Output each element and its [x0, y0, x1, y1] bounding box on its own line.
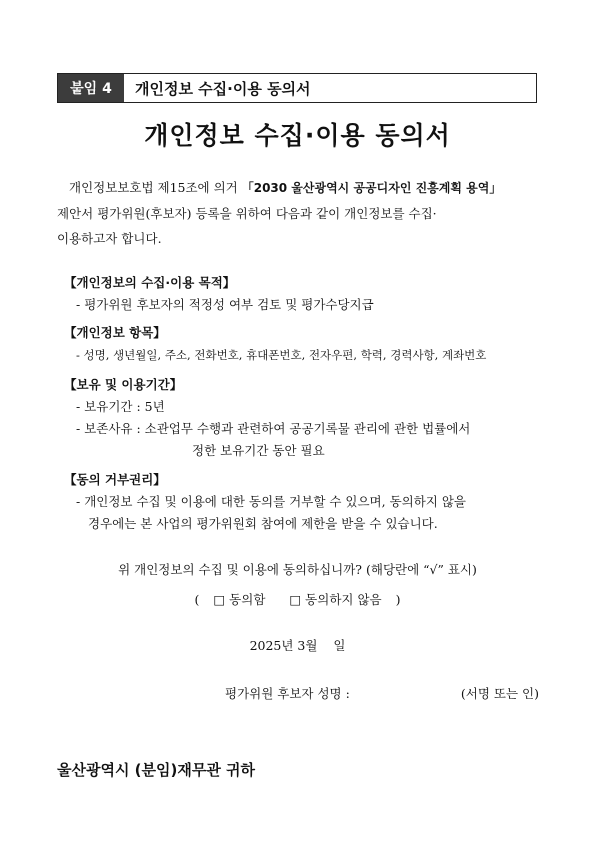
- intro-line-3: 이용하고자 합니다.: [57, 231, 162, 246]
- intro-line-2: 제안서 평가위원(후보자) 등록을 위하여 다음과 같이 개인정보를 수집·: [57, 206, 437, 221]
- section-heading: 【보유 및 이용기간】: [64, 377, 183, 392]
- consent-choices: [0, 590, 595, 608]
- section-retention: [64, 374, 542, 462]
- section-line: - 개인정보 수집 및 이용에 대한 동의를 거부할 수 있으며, 동의하지 않을: [76, 494, 467, 509]
- intro-paragraph: [57, 175, 542, 251]
- section-purpose: [64, 272, 542, 316]
- document-title: 개인정보 수집·이용 동의서: [144, 121, 451, 150]
- section-line: 경우에는 본 사업의 평가위원회 참여에 제한을 받을 수 있습니다.: [88, 516, 438, 531]
- section-refusal: [64, 469, 542, 535]
- agree-checkbox[interactable]: □ 동의함: [213, 592, 266, 607]
- project-name: 「2030 울산광역시 공공디자인 진흥계획 용역」: [241, 181, 502, 195]
- intro-prefix: 개인정보보호법 제15조에 의거: [69, 180, 242, 195]
- section-heading: 【개인정보 항목】: [64, 325, 166, 340]
- open-paren: (: [194, 592, 200, 607]
- section-line: - 보유기간 : 5년: [76, 399, 165, 414]
- signature-note: (서명 또는 인): [460, 686, 539, 701]
- section-line: - 평가위원 후보자의 적정성 여부 검토 및 평가수당지급: [76, 297, 374, 312]
- section-line: - 보존사유 : 소관업무 수행과 관련하여 공공기록물 관리에 관한 법률에서: [76, 421, 471, 436]
- signature-label: 평가위원 후보자 성명 :: [225, 686, 350, 701]
- section-heading: 【개인정보의 수집·이용 목적】: [64, 275, 236, 290]
- section-heading: 【동의 거부권리】: [64, 472, 166, 487]
- date-line: 2025년 3월 일: [249, 638, 346, 653]
- section-items: [64, 322, 542, 366]
- consent-question: 위 개인정보의 수집 및 이용에 동의하십니까? (해당란에 “√” 표시): [118, 562, 477, 577]
- section-line: 정한 보유기간 동안 필요: [192, 443, 325, 458]
- attachment-tag: 붙임 4: [58, 74, 124, 102]
- attachment-title: 개인정보 수집·이용 동의서: [135, 79, 311, 98]
- disagree-checkbox[interactable]: □ 동의하지 않음: [289, 592, 382, 607]
- section-line: - 성명, 생년월일, 주소, 전화번호, 휴대폰번호, 전자우편, 학력, 경력사항, 계좌번호: [76, 348, 487, 362]
- addressee: 울산광역시 (분임)재무관 귀하: [57, 761, 256, 779]
- attachment-header: [57, 73, 537, 103]
- close-paren: ): [395, 592, 401, 607]
